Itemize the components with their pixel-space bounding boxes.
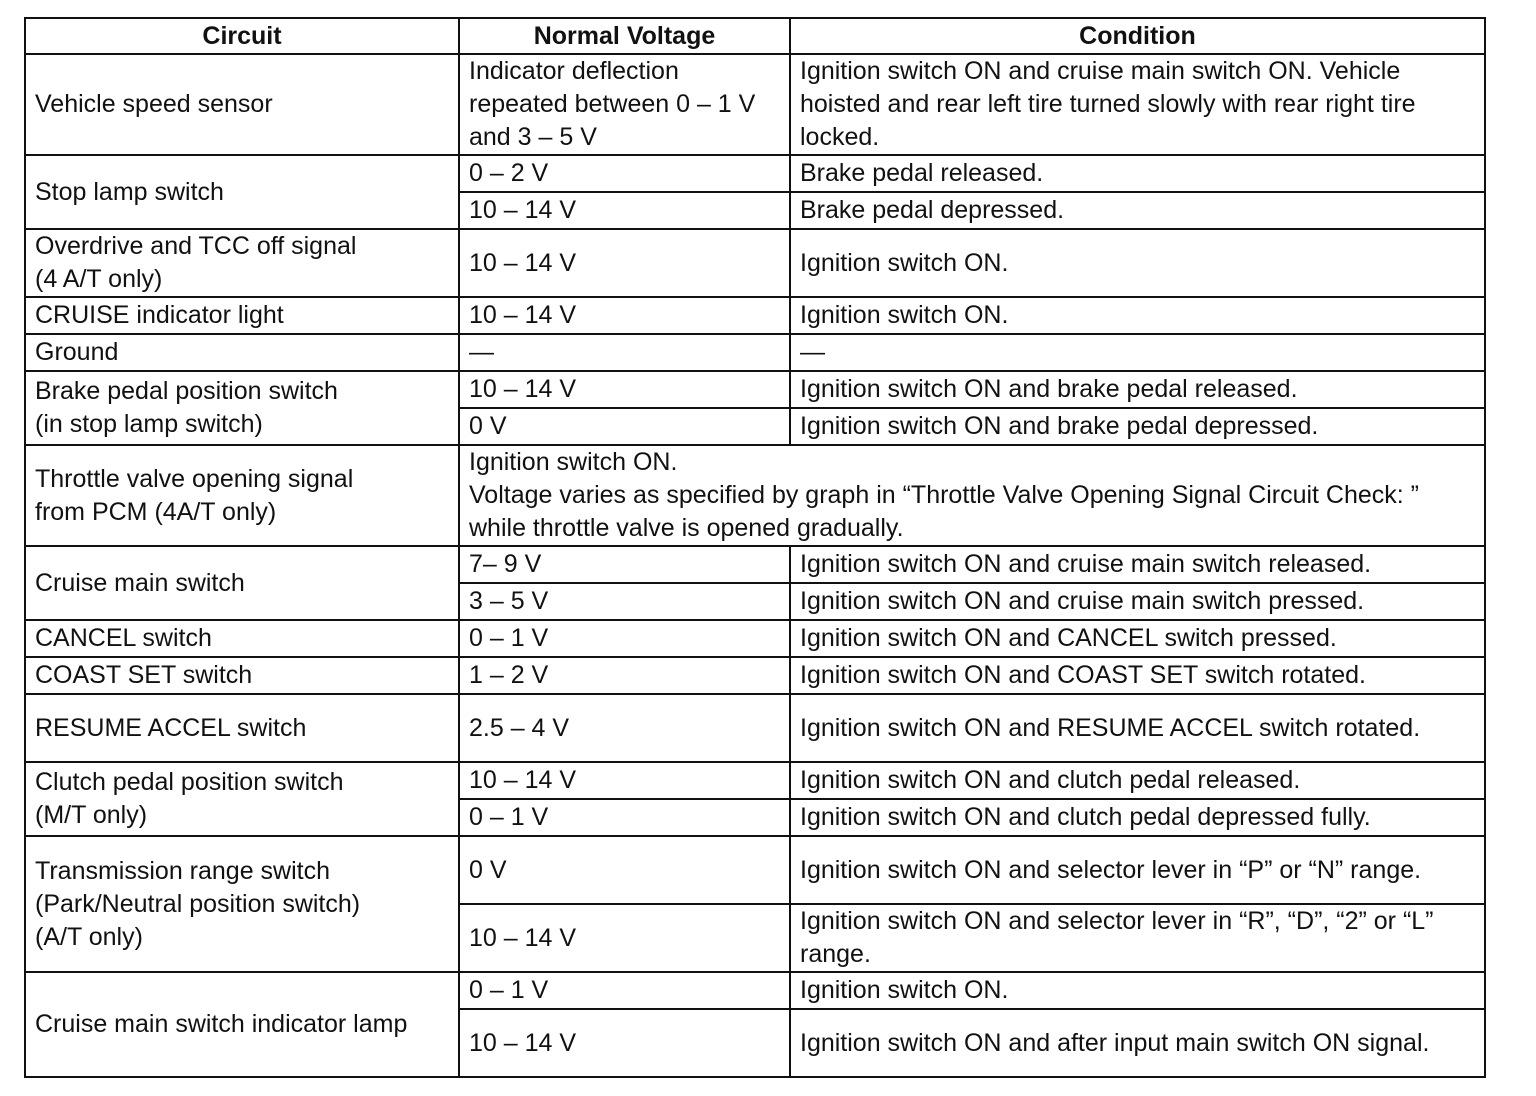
voltage-cell: 10 – 14 V [459, 371, 790, 408]
condition-cell: Ignition switch ON and brake pedal depressed. [790, 408, 1485, 445]
circuit-line: Transmission range switch [35, 856, 331, 885]
table-row [25, 762, 1485, 799]
circuit-voltage-table [24, 17, 1486, 1078]
condition-cell: Ignition switch ON and selector lever in “R”, “D”, “2” or “L” range. [790, 904, 1485, 972]
voltage-cell: 0 V [459, 836, 790, 904]
table-row [25, 657, 1485, 694]
condition-cell: Ignition switch ON and COAST SET switch rotated. [790, 657, 1485, 694]
voltage-cell: 10 – 14 V [459, 904, 790, 972]
merged-info-cell [459, 445, 1485, 546]
voltage-cell: — [459, 334, 790, 371]
voltage-cell: 0 – 2 V [459, 155, 790, 192]
table-row [25, 972, 1485, 1009]
condition-cell: Ignition switch ON. [790, 297, 1485, 334]
voltage-cell: 10 – 14 V [459, 762, 790, 799]
condition-cell: Ignition switch ON and CANCEL switch pressed. [790, 620, 1485, 657]
table-row [25, 54, 1485, 155]
table-row [25, 334, 1485, 371]
voltage-cell: 7– 9 V [459, 546, 790, 583]
table-row [25, 155, 1485, 192]
circuit-line: from PCM (4A/T only) [35, 497, 277, 526]
circuit-line: (M/T only) [35, 801, 148, 829]
condition-cell: Ignition switch ON and cruise main switch pressed. [790, 583, 1485, 620]
circuit-cell [25, 762, 459, 836]
header-circuit: Circuit [25, 18, 459, 54]
circuit-line: Overdrive and TCC off signal [35, 232, 357, 260]
voltage-cell: 10 – 14 V [459, 1009, 790, 1077]
header-row [25, 18, 1485, 54]
table-row [25, 297, 1485, 334]
circuit-line: (A/T only) [35, 922, 143, 951]
circuit-cell [25, 445, 459, 546]
table-row [25, 546, 1485, 583]
condition-cell: Ignition switch ON. [790, 972, 1485, 1009]
condition-cell: Ignition switch ON and after input main switch ON signal. [790, 1009, 1485, 1077]
condition-cell: Ignition switch ON and clutch pedal released. [790, 762, 1485, 799]
table-row [25, 620, 1485, 657]
circuit-cell: Vehicle speed sensor [25, 54, 459, 155]
voltage-cell: 2.5 – 4 V [459, 694, 790, 762]
condition-cell: Brake pedal depressed. [790, 192, 1485, 229]
voltage-cell: 0 – 1 V [459, 620, 790, 657]
circuit-line: Throttle valve opening signal [35, 464, 354, 493]
table-row [25, 445, 1485, 546]
condition-cell: Ignition switch ON and clutch pedal depressed fully. [790, 799, 1485, 836]
circuit-cell: RESUME ACCEL switch [25, 694, 459, 762]
circuit-line: (4 A/T only) [35, 265, 163, 293]
info-line: Voltage varies as specified by graph in “Throttle Valve Opening Signal Circuit Check: ” while throttle valve is opened gradually. [469, 481, 1420, 542]
table-row [25, 229, 1485, 297]
condition-cell: Ignition switch ON. [790, 229, 1485, 297]
voltage-cell: 1 – 2 V [459, 657, 790, 694]
voltage-cell: Indicator deflection repeated between 0 – 1 V and 3 – 5 V [459, 54, 790, 155]
table-row [25, 371, 1485, 408]
circuit-line: Clutch pedal position switch [35, 768, 344, 796]
condition-cell: Ignition switch ON and cruise main switch released. [790, 546, 1485, 583]
condition-cell: Brake pedal released. [790, 155, 1485, 192]
voltage-cell: 3 – 5 V [459, 583, 790, 620]
circuit-cell: CRUISE indicator light [25, 297, 459, 334]
condition-cell: — [790, 334, 1485, 371]
circuit-cell: COAST SET switch [25, 657, 459, 694]
table-row [25, 694, 1485, 762]
voltage-cell: 10 – 14 V [459, 297, 790, 334]
condition-cell: Ignition switch ON and brake pedal released. [790, 371, 1485, 408]
voltage-cell: 0 V [459, 408, 790, 445]
circuit-line: (in stop lamp switch) [35, 410, 263, 438]
condition-cell: Ignition switch ON and cruise main switch ON. Vehicle hoisted and rear left tire turned slowly with rear right tire locked. [790, 54, 1485, 155]
header-normal-voltage: Normal Voltage [459, 18, 790, 54]
info-line: Ignition switch ON. [469, 448, 678, 476]
voltage-cell: 0 – 1 V [459, 799, 790, 836]
table-row [25, 836, 1485, 904]
header-condition: Condition [790, 18, 1485, 54]
circuit-cell [25, 229, 459, 297]
condition-cell: Ignition switch ON and RESUME ACCEL switch rotated. [790, 694, 1485, 762]
voltage-cell: 0 – 1 V [459, 972, 790, 1009]
circuit-cell [25, 836, 459, 972]
condition-cell: Ignition switch ON and selector lever in “P” or “N” range. [790, 836, 1485, 904]
voltage-cell: 10 – 14 V [459, 229, 790, 297]
circuit-cell: Cruise main switch [25, 546, 459, 620]
circuit-cell: Ground [25, 334, 459, 371]
circuit-line: Brake pedal position switch [35, 377, 338, 405]
circuit-cell [25, 371, 459, 445]
circuit-cell: CANCEL switch [25, 620, 459, 657]
circuit-line: (Park/Neutral position switch) [35, 889, 361, 918]
voltage-cell: 10 – 14 V [459, 192, 790, 229]
circuit-cell: Cruise main switch indicator lamp [25, 972, 459, 1077]
circuit-cell: Stop lamp switch [25, 155, 459, 229]
